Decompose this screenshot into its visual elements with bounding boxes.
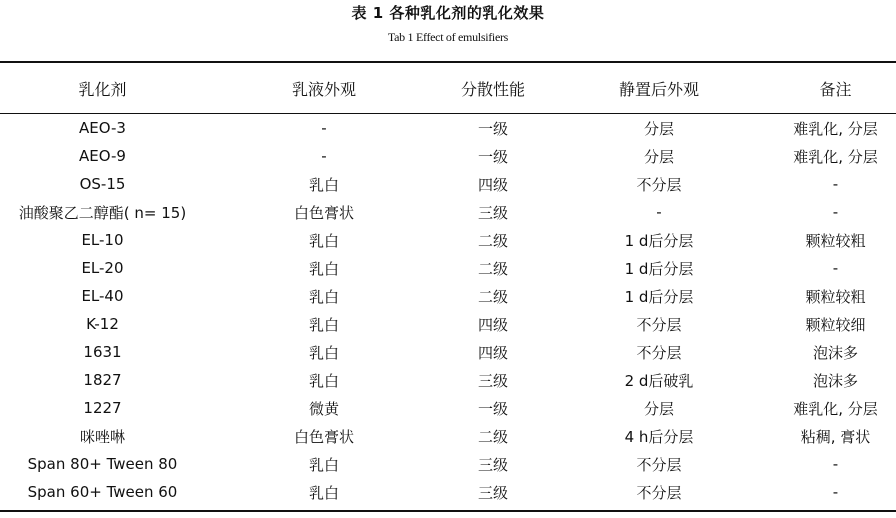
cell-remarks: - xyxy=(832,175,839,193)
cell-remarks: 难乳化, 分层 xyxy=(793,119,878,138)
column-header-dispersion: 分散性能 xyxy=(460,79,525,99)
cell-appearance: 乳白 xyxy=(308,371,339,390)
cell-after-standing: 分层 xyxy=(643,119,674,138)
cell-dispersion: 一级 xyxy=(477,119,508,138)
table-row xyxy=(0,422,896,450)
cell-dispersion: 一级 xyxy=(477,147,508,166)
cell-after-standing: 2 d后破乳 xyxy=(624,371,694,390)
cell-after-standing: 不分层 xyxy=(636,455,682,474)
cell-emulsifier: AEO-3 xyxy=(79,119,126,137)
cell-emulsifier: 油酸聚乙二醇酯( n= 15) xyxy=(18,203,187,222)
cell-dispersion: 三级 xyxy=(477,483,508,502)
cell-dispersion: 一级 xyxy=(477,399,508,418)
cell-after-standing: 1 d后分层 xyxy=(624,287,694,306)
cell-after-standing: 不分层 xyxy=(636,483,682,502)
cell-remarks: - xyxy=(832,455,839,473)
cell-dispersion: 三级 xyxy=(477,455,508,474)
cell-dispersion: 四级 xyxy=(477,315,508,334)
table-row xyxy=(0,226,896,254)
cell-after-standing: 1 d后分层 xyxy=(624,231,694,250)
cell-dispersion: 三级 xyxy=(477,203,508,222)
table-row xyxy=(0,282,896,310)
cell-appearance: - xyxy=(321,119,327,137)
cell-emulsifier: EL-20 xyxy=(81,259,124,277)
cell-appearance: 乳白 xyxy=(308,483,339,502)
cell-remarks: 难乳化, 分层 xyxy=(793,147,878,166)
cell-appearance: 乳白 xyxy=(308,287,339,306)
table-row xyxy=(0,366,896,394)
column-header-remarks: 备注 xyxy=(819,79,852,99)
cell-emulsifier: AEO-9 xyxy=(79,147,126,165)
cell-remarks: 颗粒较粗 xyxy=(805,287,866,306)
table-row xyxy=(0,170,896,198)
cell-appearance: - xyxy=(321,147,327,165)
table-row xyxy=(0,142,896,170)
cell-emulsifier: K-12 xyxy=(86,315,119,333)
cell-remarks: 颗粒较细 xyxy=(805,315,866,334)
cell-after-standing: - xyxy=(656,203,662,221)
cell-remarks: 泡沫多 xyxy=(812,343,858,362)
table-row xyxy=(0,254,896,282)
cell-dispersion: 二级 xyxy=(477,427,508,446)
bottom-rule xyxy=(0,510,896,512)
column-header-appearance: 乳液外观 xyxy=(291,79,356,99)
table-row xyxy=(0,450,896,478)
cell-emulsifier: 咪唑啉 xyxy=(79,427,125,446)
column-header-after-standing: 静置后外观 xyxy=(618,79,699,99)
cell-after-standing: 1 d后分层 xyxy=(624,259,694,278)
cell-dispersion: 四级 xyxy=(477,175,508,194)
cell-appearance: 微黄 xyxy=(308,399,339,418)
cell-appearance: 乳白 xyxy=(308,315,339,334)
cell-dispersion: 三级 xyxy=(477,371,508,390)
cell-emulsifier: 1631 xyxy=(83,343,122,361)
cell-remarks: - xyxy=(832,483,839,501)
cell-after-standing: 不分层 xyxy=(636,175,682,194)
cell-emulsifier: EL-40 xyxy=(81,287,124,305)
cell-dispersion: 二级 xyxy=(477,287,508,306)
cell-appearance: 乳白 xyxy=(308,231,339,250)
cell-remarks: 颗粒较粗 xyxy=(805,231,866,250)
cell-remarks: 粘稠, 膏状 xyxy=(800,427,871,446)
cell-emulsifier: 1827 xyxy=(83,371,122,389)
cell-after-standing: 分层 xyxy=(643,147,674,166)
cell-appearance: 乳白 xyxy=(308,175,339,194)
cell-dispersion: 二级 xyxy=(477,231,508,250)
cell-after-standing: 4 h后分层 xyxy=(624,427,694,446)
table-row xyxy=(0,394,896,422)
cell-appearance: 乳白 xyxy=(308,259,339,278)
cell-emulsifier: OS-15 xyxy=(79,175,126,193)
cell-remarks: - xyxy=(832,259,839,277)
table-row xyxy=(0,198,896,226)
cell-emulsifier: 1227 xyxy=(83,399,122,417)
cell-dispersion: 四级 xyxy=(477,343,508,362)
cell-remarks: 难乳化, 分层 xyxy=(793,399,878,418)
cell-dispersion: 二级 xyxy=(477,259,508,278)
column-header-emulsifier: 乳化剂 xyxy=(78,79,127,99)
header-row xyxy=(0,63,896,113)
cell-appearance: 乳白 xyxy=(308,455,339,474)
table-row xyxy=(0,338,896,366)
table-subtitle: Tab 1 Effect of emulsifiers xyxy=(387,30,509,44)
cell-after-standing: 分层 xyxy=(643,399,674,418)
cell-emulsifier: EL-10 xyxy=(81,231,124,249)
cell-remarks: 泡沫多 xyxy=(812,371,858,390)
cell-emulsifier: Span 60+ Tween 60 xyxy=(27,483,178,501)
cell-emulsifier: Span 80+ Tween 80 xyxy=(27,455,178,473)
cell-appearance: 乳白 xyxy=(308,343,339,362)
cell-appearance: 白色膏状 xyxy=(293,203,354,222)
cell-remarks: - xyxy=(832,203,839,221)
cell-after-standing: 不分层 xyxy=(636,315,682,334)
emulsifier-table xyxy=(0,63,896,506)
table-row xyxy=(0,310,896,338)
table-row xyxy=(0,478,896,506)
table-title: 表 1 各种乳化剂的乳化效果 xyxy=(351,4,545,22)
cell-appearance: 白色膏状 xyxy=(293,427,354,446)
cell-after-standing: 不分层 xyxy=(636,343,682,362)
table-row xyxy=(0,113,896,142)
